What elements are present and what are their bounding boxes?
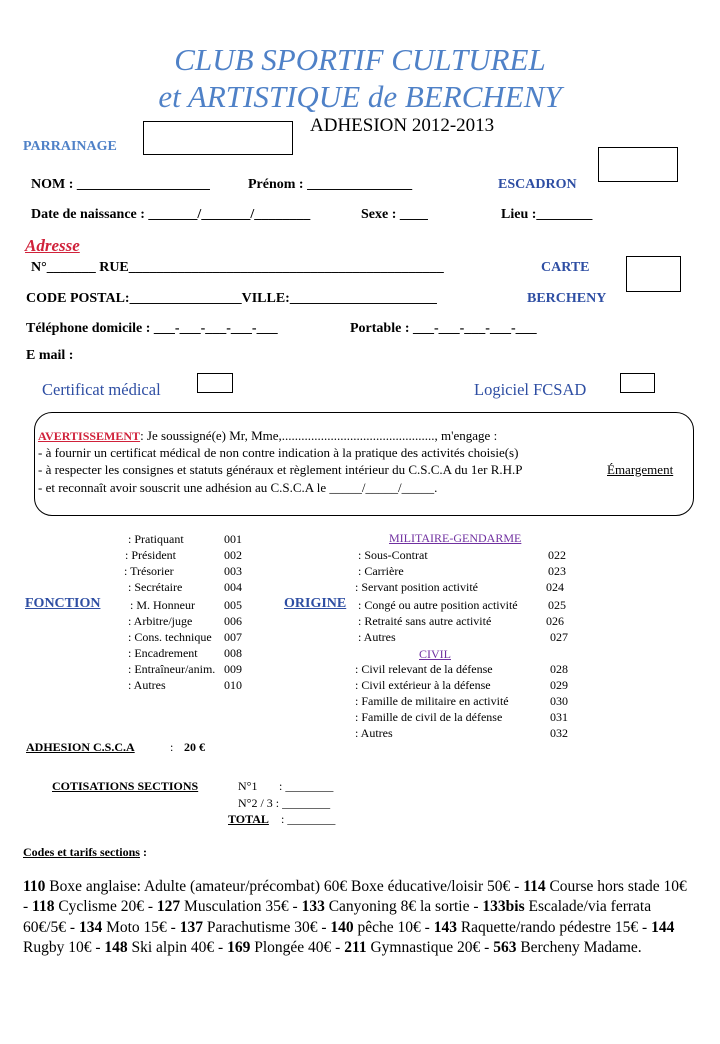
section-code: 118: [32, 898, 55, 916]
section-description: Cyclisme 20€ -: [54, 898, 157, 916]
cotisation-n1-label: N°1: [238, 779, 258, 793]
carte-box[interactable]: [626, 256, 681, 292]
fonction-item-code: 005: [224, 598, 242, 612]
codes-heading: [23, 845, 147, 860]
escadron-label: ESCADRON: [498, 177, 577, 192]
logiciel-label: Logiciel FCSAD: [474, 380, 587, 399]
fonction-item-name: : Président: [125, 548, 176, 562]
section-code: 133: [301, 898, 325, 916]
codes-tarifs-paragraph: [23, 877, 695, 959]
prenom-field[interactable]: Prénom : _______________: [248, 177, 413, 192]
adhesion-csca-sep: :: [170, 740, 174, 754]
total-field[interactable]: : ________: [281, 812, 336, 826]
militaire-item-code: 026: [546, 614, 564, 628]
section-description: Rugby 10€ -: [23, 939, 105, 957]
fonction-item-name: : Arbitre/juge: [128, 614, 193, 628]
cotisations-label: COTISATIONS SECTIONS: [52, 779, 199, 793]
section-code: 133bis: [482, 898, 525, 916]
fonction-item-name: : Autres: [128, 678, 166, 692]
militaire-item-code: 027: [550, 630, 568, 644]
fonction-item-name: : Pratiquant: [128, 532, 184, 546]
fonction-item-code: 002: [224, 548, 242, 562]
civil-item-code: 029: [550, 678, 568, 692]
fonction-item-code: 010: [224, 678, 242, 692]
section-description: Gymnastique 20€ -: [366, 939, 494, 957]
section-code: 110: [23, 878, 46, 895]
civil-item-code: 030: [550, 694, 568, 708]
section-description: Musculation 35€ -: [180, 898, 302, 916]
civil-item-name: : Famille de militaire en activité: [355, 694, 509, 708]
parrainage-label: PARRAINAGE: [23, 139, 117, 154]
militaire-item-name: : Servant position activité: [355, 580, 478, 594]
avertissement-label: AVERTISSEMENT: [38, 429, 141, 443]
section-code: 137: [179, 918, 203, 936]
fonction-label: FONCTION: [25, 596, 101, 611]
code-postal-ville-field[interactable]: CODE POSTAL:________________VILLE:_____________________: [26, 291, 437, 306]
certificat-label: Certificat médical: [42, 380, 161, 399]
birthdate-field[interactable]: Date de naissance : _______/_______/________: [31, 207, 311, 222]
militaire-item-name: : Sous-Contrat: [358, 548, 428, 562]
section-description: Plongée 40€ -: [250, 939, 345, 957]
adhesion-year: ADHESION 2012-2013: [310, 115, 495, 136]
fonction-item-name: : Cons. technique: [128, 630, 212, 644]
civil-item-name: : Famille de civil de la défense: [355, 710, 503, 724]
section-description: Course hors stade 10€ -: [23, 878, 687, 916]
warning-text1: : Je soussigné(e) Mr, Mme,..............................................., m'engage :: [140, 428, 498, 443]
section-code: 127: [156, 898, 181, 916]
fonction-item-name: : Secrétaire: [128, 580, 183, 594]
parrainage-box[interactable]: [143, 121, 293, 155]
adhesion-csca-amount: 20 €: [184, 740, 205, 754]
militaire-item-name: : Autres: [358, 630, 396, 644]
section-code: 563: [493, 939, 517, 957]
civil-item-name: : Civil relevant de la défense: [355, 662, 493, 676]
telephone-field[interactable]: Téléphone domicile : ___-___-___-___-___: [26, 321, 278, 336]
fonction-item-code: 003: [224, 564, 242, 578]
cotisation-n23-field[interactable]: N°2 / 3 : ________: [238, 796, 331, 810]
warning-line1: [38, 428, 497, 444]
nom-field[interactable]: NOM : ___________________: [31, 177, 210, 192]
militaire-item-code: 024: [546, 580, 564, 594]
civil-item-name: : Autres: [355, 726, 393, 740]
section-description: Parachutisme 30€ -: [202, 918, 331, 936]
militaire-heading: MILITAIRE-GENDARME: [389, 531, 522, 545]
fonction-item-code: 008: [224, 646, 242, 660]
section-code: 114: [523, 878, 546, 895]
fonction-item-name: : Entraîneur/anim.: [128, 662, 216, 676]
portable-field[interactable]: Portable : ___-___-___-___-___: [350, 321, 537, 336]
total-label: TOTAL: [228, 812, 269, 826]
origine-label: ORIGINE: [284, 596, 347, 611]
section-description: Moto 15€ -: [102, 918, 180, 936]
section-code: 148: [104, 939, 128, 957]
civil-heading: CIVIL: [419, 647, 451, 661]
section-code: 143: [433, 918, 457, 936]
adhesion-csca-label: ADHESION C.S.C.A: [26, 740, 135, 754]
section-description: Ski alpin 40€ -: [127, 939, 228, 957]
militaire-item-code: 023: [548, 564, 566, 578]
civil-item-code: 032: [550, 726, 568, 740]
fonction-item-code: 001: [224, 532, 242, 546]
fonction-item-code: 006: [224, 614, 242, 628]
section-description: Escalade/via ferrata 60€/5€ -: [23, 898, 652, 936]
civil-item-code: 028: [550, 662, 568, 676]
fonction-item-name: : Encadrement: [128, 646, 198, 660]
fonction-item-code: 004: [224, 580, 242, 594]
militaire-item-code: 025: [548, 598, 566, 612]
fonction-item-code: 007: [224, 630, 242, 644]
section-description: Boxe anglaise: Adulte (amateur/précombat) 60€ Boxe éducative/loisir 50€ -: [45, 878, 524, 895]
club-title-line2: et ARTISTIQUE de BERCHENY: [158, 79, 562, 114]
rue-field[interactable]: N°_______ RUE_____________________________________________: [31, 260, 444, 275]
section-code: 134: [78, 918, 103, 936]
militaire-item-code: 022: [548, 548, 566, 562]
sexe-field[interactable]: Sexe : ____: [361, 207, 428, 222]
section-code: 169: [227, 939, 251, 957]
escadron-box[interactable]: [598, 147, 678, 182]
section-code: 140: [330, 918, 354, 936]
codes-heading-text: Codes et tarifs sections: [23, 845, 140, 859]
militaire-item-name: : Retraité sans autre activité: [358, 614, 492, 628]
section-code: 144: [651, 918, 675, 936]
section-description: Bercheny Madame.: [516, 939, 642, 957]
logiciel-checkbox[interactable]: [620, 373, 655, 393]
cotisation-n1-field[interactable]: : ________: [279, 779, 334, 793]
club-title-line1: CLUB SPORTIF CULTUREL: [174, 42, 546, 77]
fonction-item-name: : M. Honneur: [130, 598, 195, 612]
militaire-item-name: : Congé ou autre position activité: [358, 598, 518, 612]
fonction-item-name: : Trésorier: [124, 564, 174, 578]
emargement-label: Émargement: [607, 462, 674, 477]
militaire-item-name: : Carrière: [358, 564, 404, 578]
section-code: 211: [344, 939, 367, 957]
codes-heading-sep: :: [142, 845, 147, 859]
email-field[interactable]: E mail :: [26, 348, 74, 363]
warning-line4: - et reconnaît avoir souscrit une adhésion au C.S.C.A le _____/_____/_____.: [38, 480, 438, 495]
warning-line2: - à fournir un certificat médical de non contre indication à la pratique des activités choisie(s): [38, 445, 519, 460]
fonction-item-code: 009: [224, 662, 242, 676]
section-description: Raquette/rando pédestre 15€ -: [456, 918, 652, 936]
section-description: Canyoning 8€ la sortie -: [324, 898, 483, 916]
lieu-field[interactable]: Lieu :________: [501, 207, 593, 222]
civil-item-name: : Civil extérieur à la défense: [355, 678, 491, 692]
adresse-heading: Adresse: [25, 236, 80, 255]
civil-item-code: 031: [550, 710, 568, 724]
bercheny-label: BERCHENY: [527, 291, 607, 306]
certificat-checkbox[interactable]: [197, 373, 233, 393]
section-description: pêche 10€ -: [353, 918, 434, 936]
warning-line3: - à respecter les consignes et statuts généraux et règlement intérieur du C.S.C.A du 1er R.H.P: [38, 462, 523, 477]
carte-label: CARTE: [541, 260, 590, 275]
